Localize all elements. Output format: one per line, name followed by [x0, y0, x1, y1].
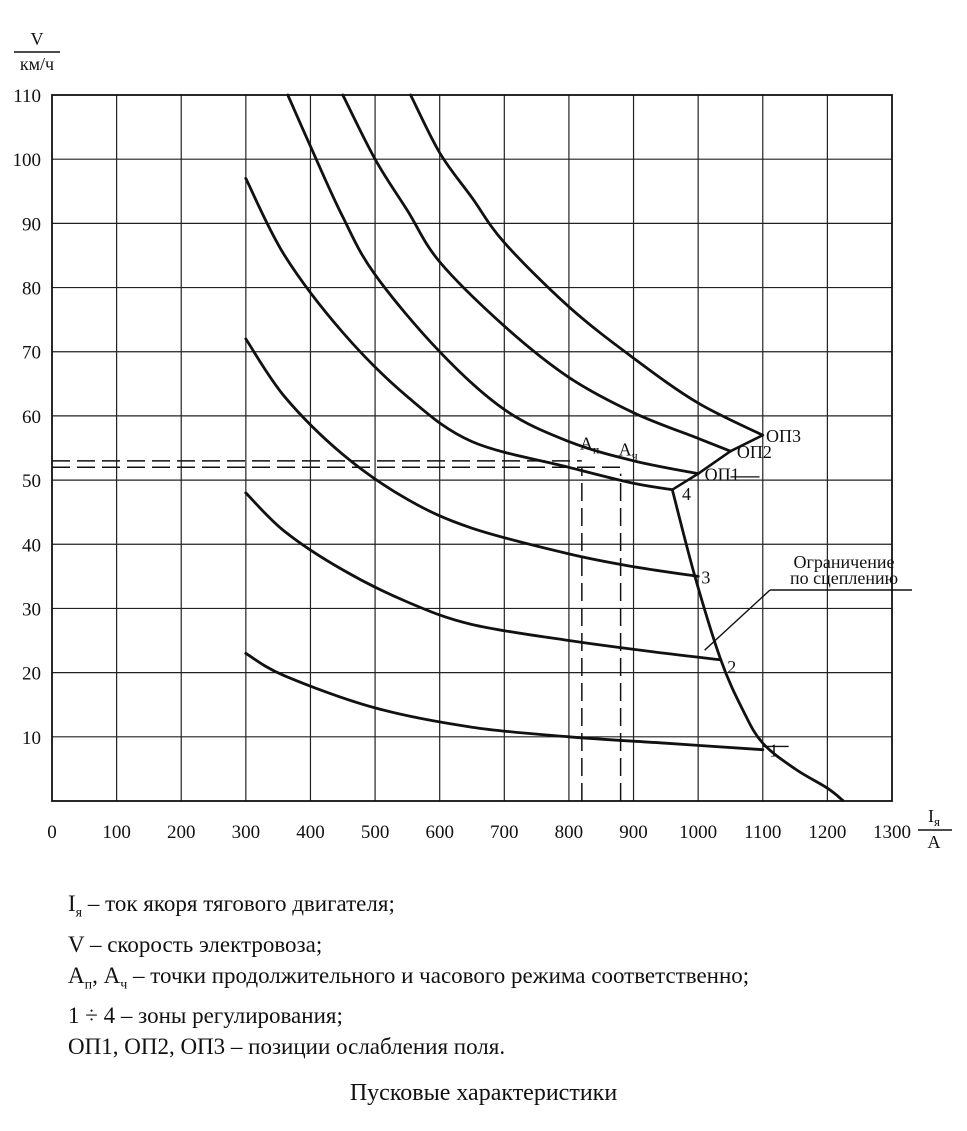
- zone-label: 2: [727, 657, 737, 678]
- zone-label: ОП3: [766, 426, 801, 447]
- x-tick-label: 1300: [873, 822, 911, 843]
- series-line: [246, 178, 673, 489]
- x-tick-label: 1100: [744, 822, 782, 843]
- x-tick-label: 0: [47, 822, 57, 843]
- legend-line-modes: $А_п$, $А_ч$ – точки продолжительного и часового режима соответственно;: [68, 962, 750, 993]
- x-tick-label: 500: [360, 822, 390, 843]
- y-axis-symbol: V: [30, 29, 44, 49]
- legend-line-zones: 1 ÷ 4 – зоны регулирования;: [68, 1003, 343, 1029]
- series-line: [343, 95, 731, 451]
- y-tick-label: 10: [22, 727, 41, 749]
- zone-label: ОП1: [704, 464, 740, 485]
- annotation-line-1: Ограничение: [793, 552, 895, 572]
- series-line: [411, 95, 763, 435]
- series-line: [288, 95, 698, 474]
- x-tick-label: 700: [490, 822, 519, 843]
- zone-label: 4: [682, 483, 691, 504]
- zone-label: 1: [769, 740, 779, 761]
- y-tick-label: 80: [22, 278, 41, 300]
- annotation-leader: [705, 590, 770, 650]
- legend-line-field-weakening: ОП1, ОП2, ОП3 – позиции ослабления поля.: [68, 1034, 506, 1060]
- y-tick-label: 90: [22, 214, 41, 236]
- x-tick-label: 600: [425, 822, 454, 843]
- zone-label: 3: [701, 567, 711, 588]
- x-tick-label: 800: [554, 822, 584, 843]
- x-tick-label: 900: [619, 822, 648, 843]
- y-tick-label: 60: [22, 406, 41, 428]
- x-tick-label: 400: [296, 822, 325, 843]
- zone-label: ОП2: [736, 442, 772, 463]
- x-tick-label: 300: [231, 822, 261, 843]
- y-axis-unit: км/ч: [19, 54, 55, 74]
- chart-ticks: [13, 86, 912, 843]
- y-tick-label: 70: [22, 342, 41, 364]
- x-tick-label: 1000: [679, 822, 718, 843]
- x-axis-unit: A: [927, 832, 941, 852]
- chart-labels: [580, 426, 912, 760]
- x-axis-symbol: $I_я$: [928, 806, 940, 829]
- y-tick-label: 110: [13, 86, 41, 107]
- legend-line-speed: V – скорость электровоза;: [68, 931, 323, 957]
- legend: [68, 888, 749, 1062]
- reference-lines: [52, 461, 621, 801]
- mode-label: $А_ч$: [618, 439, 638, 463]
- chart-title: Пусковые характеристики: [349, 1080, 618, 1106]
- x-tick-label: 1200: [808, 822, 847, 843]
- y-tick-label: 20: [22, 663, 41, 685]
- y-tick-label: 30: [22, 599, 41, 621]
- x-tick-label: 100: [102, 822, 131, 843]
- series-line: [246, 493, 721, 660]
- annotation-line-2: по сцеплению: [789, 568, 899, 588]
- mode-label: $А_п$: [579, 433, 600, 457]
- y-tick-label: 50: [22, 471, 41, 493]
- y-tick-label: 100: [12, 150, 41, 172]
- y-tick-label: 40: [22, 535, 41, 557]
- x-tick-label: 200: [166, 822, 196, 843]
- legend-line-current: $I_я$ – ток якоря тягового двигателя;: [68, 891, 395, 921]
